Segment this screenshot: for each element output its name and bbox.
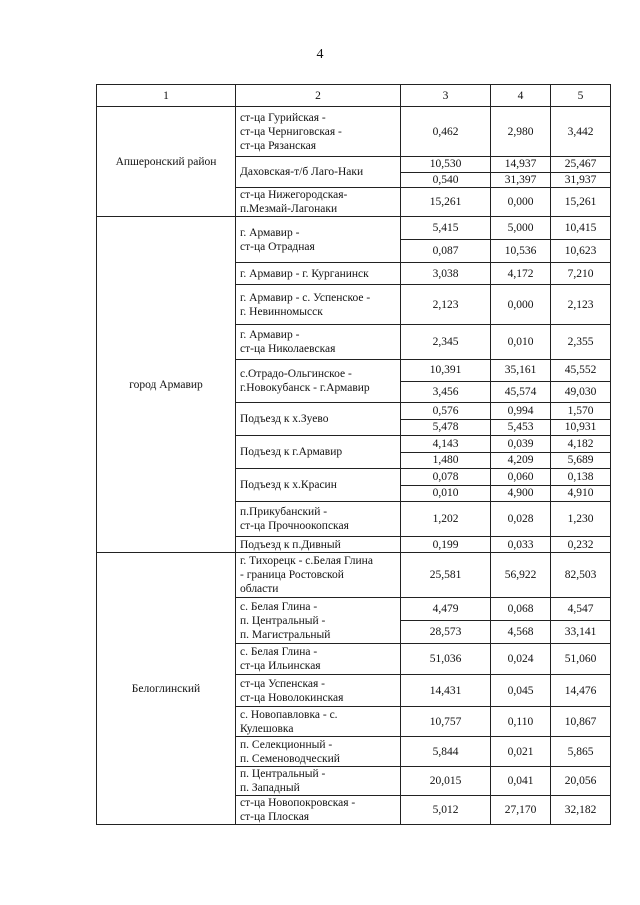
value-col-5: 10,415: [551, 217, 611, 240]
value-col-3: 20,015: [401, 767, 491, 796]
value-col-3: 5,478: [401, 419, 491, 436]
value-col-5: 7,210: [551, 263, 611, 285]
value-col-4: 0,000: [491, 188, 551, 217]
value-col-4: 5,453: [491, 419, 551, 436]
value-col-4: 0,024: [491, 644, 551, 675]
value-col-4: 0,028: [491, 502, 551, 537]
road-name-cell: [236, 707, 401, 737]
road-name-line: ст-ца Гурийская -: [240, 111, 326, 124]
road-name-cell: [236, 675, 401, 707]
value-col-5: 20,056: [551, 767, 611, 796]
header-row: [97, 85, 611, 107]
value-col-3: 1,202: [401, 502, 491, 537]
value-col-3: 10,530: [401, 157, 491, 173]
value-col-5: 45,552: [551, 360, 611, 382]
road-name-line: ст-ца Новопокровская -: [240, 797, 356, 809]
road-name-line: г. Армавир -: [240, 329, 300, 341]
value-col-5: 5,865: [551, 737, 611, 767]
value-col-4: 4,172: [491, 263, 551, 285]
header-col-3: 3: [401, 85, 491, 107]
road-name-line: Кулешовка: [240, 722, 294, 735]
value-col-5: 32,182: [551, 796, 611, 825]
road-name-line: г. Армавир -: [240, 226, 300, 239]
value-col-5: 2,355: [551, 325, 611, 360]
value-col-4: 0,110: [491, 707, 551, 737]
road-name-cell: [236, 502, 401, 537]
road-name-line: ст-ца Новолокинская: [240, 691, 344, 704]
value-col-4: 0,994: [491, 403, 551, 420]
road-name-line: г.Новокубанск - г.Армавир: [240, 382, 370, 394]
value-col-5: 4,547: [551, 598, 611, 621]
value-col-3: 0,087: [401, 240, 491, 263]
value-col-5: 51,060: [551, 644, 611, 675]
value-col-5: 0,138: [551, 469, 611, 486]
road-name-line: п. Центральный -: [240, 614, 326, 627]
road-name-line: с. Новопавловка - с.: [240, 708, 338, 721]
road-length-table: [96, 84, 611, 825]
value-col-5: 14,476: [551, 675, 611, 707]
value-col-4: 0,021: [491, 737, 551, 767]
road-name-cell: [236, 360, 401, 403]
value-col-3: 2,345: [401, 325, 491, 360]
value-col-4: 5,000: [491, 217, 551, 240]
value-col-4: 4,900: [491, 485, 551, 502]
road-name-line: ст-ца Успенская -: [240, 677, 325, 690]
value-col-5: 10,931: [551, 419, 611, 436]
district-cell: Апшеронский район: [97, 107, 236, 217]
value-col-4: 4,209: [491, 452, 551, 469]
value-col-3: 0,462: [401, 107, 491, 157]
road-name-line: п. Селекционный -: [240, 738, 333, 751]
value-col-3: 51,036: [401, 644, 491, 675]
district-cell: Белоглинский: [97, 553, 236, 825]
road-name-line: п.Прикубанский -: [240, 506, 328, 518]
table-body: [97, 107, 611, 825]
value-col-4: 35,161: [491, 360, 551, 382]
road-name-cell: [236, 598, 401, 644]
table-row: [97, 553, 611, 598]
value-col-4: 56,922: [491, 553, 551, 598]
road-name-cell: [236, 403, 401, 436]
road-name-cell: [236, 796, 401, 825]
road-name-line: п. Центральный -: [240, 768, 326, 780]
road-name-cell: [236, 285, 401, 325]
value-col-4: 0,041: [491, 767, 551, 796]
value-col-3: 0,540: [401, 172, 491, 188]
road-name-line: - граница Ростовской: [240, 569, 344, 581]
road-name-cell: [236, 217, 401, 263]
value-col-3: 3,038: [401, 263, 491, 285]
value-col-4: 27,170: [491, 796, 551, 825]
road-name-line: ст-ца Черниговская -: [240, 125, 342, 138]
value-col-3: 0,010: [401, 485, 491, 502]
road-name-line: ст-ца Нижегородская-: [240, 189, 348, 201]
road-name-line: г. Армавир - с. Успенское -: [240, 291, 371, 304]
value-col-3: 0,199: [401, 537, 491, 553]
road-name-cell: [236, 157, 401, 188]
road-name-line: п. Магистральный: [240, 628, 331, 641]
value-col-5: 3,442: [551, 107, 611, 157]
value-col-4: 0,060: [491, 469, 551, 486]
road-name-line: Подъезд к п.Дивный: [240, 538, 341, 551]
value-col-5: 33,141: [551, 621, 611, 644]
value-col-5: 31,937: [551, 172, 611, 188]
value-col-5: 4,182: [551, 436, 611, 453]
value-col-3: 14,431: [401, 675, 491, 707]
value-col-3: 5,844: [401, 737, 491, 767]
road-name-line: г. Армавир - г. Курганинск: [240, 267, 369, 280]
value-col-3: 4,479: [401, 598, 491, 621]
road-name-line: п.Мезмай-Лагонаки: [240, 203, 338, 215]
value-col-5: 4,910: [551, 485, 611, 502]
table-row: [97, 107, 611, 157]
road-name-line: п. Семеноводческий: [240, 752, 340, 765]
value-col-5: 10,867: [551, 707, 611, 737]
value-col-3: 3,456: [401, 381, 491, 403]
value-col-4: 10,536: [491, 240, 551, 263]
value-col-4: 0,010: [491, 325, 551, 360]
value-col-5: 15,261: [551, 188, 611, 217]
value-col-4: 2,980: [491, 107, 551, 157]
value-col-3: 2,123: [401, 285, 491, 325]
district-cell: город Армавир: [97, 217, 236, 553]
road-name-cell: [236, 188, 401, 217]
road-name-line: области: [240, 583, 279, 595]
road-name-line: г. Невинномысск: [240, 305, 323, 318]
value-col-5: 10,623: [551, 240, 611, 263]
value-col-5: 2,123: [551, 285, 611, 325]
value-col-5: 49,030: [551, 381, 611, 403]
value-col-3: 5,012: [401, 796, 491, 825]
road-name-cell: [236, 325, 401, 360]
road-name-cell: [236, 737, 401, 767]
road-name-line: Подъезд к х.Красин: [240, 479, 337, 491]
value-col-3: 15,261: [401, 188, 491, 217]
page-number: 4: [316, 47, 324, 62]
road-name-line: Даховская-т/б Лаго-Наки: [240, 166, 364, 178]
value-col-4: 45,574: [491, 381, 551, 403]
road-name-cell: [236, 767, 401, 796]
value-col-4: 14,937: [491, 157, 551, 173]
road-name-line: с. Белая Глина -: [240, 646, 318, 658]
value-col-4: 0,000: [491, 285, 551, 325]
value-col-3: 4,143: [401, 436, 491, 453]
value-col-4: 0,033: [491, 537, 551, 553]
value-col-4: 0,068: [491, 598, 551, 621]
road-name-cell: [236, 107, 401, 157]
road-name-cell: [236, 436, 401, 469]
road-name-line: Подъезд к г.Армавир: [240, 446, 343, 458]
road-name-line: ст-ца Ильинская: [240, 660, 321, 672]
road-name-cell: [236, 537, 401, 553]
value-col-5: 25,467: [551, 157, 611, 173]
header-col-1: 1: [97, 85, 236, 107]
road-name-cell: [236, 469, 401, 502]
road-name-cell: [236, 644, 401, 675]
road-name-line: с.Отрадо-Ольгинское -: [240, 368, 352, 380]
value-col-4: 4,568: [491, 621, 551, 644]
road-name-line: г. Тихорецк - с.Белая Глина: [240, 555, 373, 567]
table-row: [97, 217, 611, 240]
value-col-3: 25,581: [401, 553, 491, 598]
road-name-line: ст-ца Отрадная: [240, 240, 315, 253]
road-name-line: ст-ца Рязанская: [240, 139, 317, 152]
value-col-3: 28,573: [401, 621, 491, 644]
value-col-4: 0,045: [491, 675, 551, 707]
header-col-4: 4: [491, 85, 551, 107]
road-name-line: с. Белая Глина -: [240, 600, 318, 613]
value-col-3: 0,078: [401, 469, 491, 486]
road-name-line: Подъезд к х.Зуево: [240, 413, 329, 425]
road-name-cell: [236, 263, 401, 285]
road-name-line: ст-ца Плоская: [240, 811, 310, 823]
value-col-3: 0,576: [401, 403, 491, 420]
road-name-line: ст-ца Николаевская: [240, 343, 336, 355]
header-col-5: 5: [551, 85, 611, 107]
header-col-2: 2: [236, 85, 401, 107]
road-name-line: ст-ца Прочноокопская: [240, 520, 349, 532]
value-col-5: 5,689: [551, 452, 611, 469]
value-col-3: 1,480: [401, 452, 491, 469]
value-col-3: 5,415: [401, 217, 491, 240]
value-col-5: 82,503: [551, 553, 611, 598]
value-col-5: 0,232: [551, 537, 611, 553]
value-col-5: 1,230: [551, 502, 611, 537]
road-name-cell: [236, 553, 401, 598]
value-col-3: 10,391: [401, 360, 491, 382]
value-col-4: 0,039: [491, 436, 551, 453]
road-name-line: п. Западный: [240, 782, 300, 794]
value-col-4: 31,397: [491, 172, 551, 188]
value-col-5: 1,570: [551, 403, 611, 420]
value-col-3: 10,757: [401, 707, 491, 737]
